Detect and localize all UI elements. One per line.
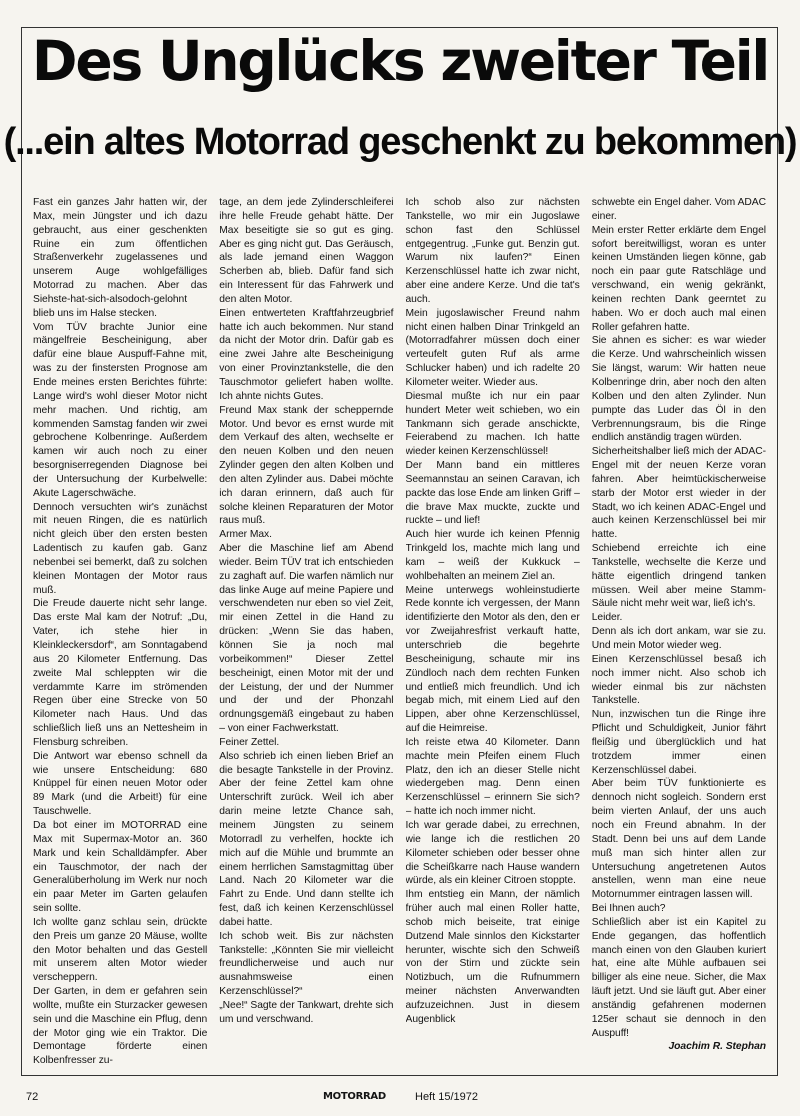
paragraph: Da bot einer im MOTORRAD eine Max mit Supermax-Motor an. 360 Mark und kein Schalldämpfer. Aber ein Tauschmotor, der nach der Generalüberholung im Werk nur noch ein paar Meter im Garten gelaufen sein sollte. (33, 819, 208, 915)
paragraph: Bei Ihnen auch? (591, 903, 666, 915)
paragraph: Aber beim TÜV funktionierte es dennoch nicht sogleich. Sondern erst beim vierten Anlauf, der uns auch noch ein Freund abnahm. In der Stadt. Denn bei uns auf dem Lande muß man sich hinter allen zur Untersuchung angetretenen Autos anstellen, wenn man eine neue Motornummer eintragen lassen will. (591, 778, 766, 901)
issue-label: Heft 15/1972 (415, 1091, 478, 1103)
paragraph: Schiebend erreichte ich eine Tankstelle, wechselte die Kerze und hätte eigentlich dringend tanken müssen. Weil aber meine Stamm-Säule nicht mehr weit war, ließ ich's. (591, 543, 766, 610)
paragraph: Feiner Zettel. (219, 736, 280, 748)
page-number: 72 (26, 1091, 39, 1103)
paragraph: Leider. (591, 612, 623, 624)
paragraph: Freund Max stank der scheppernde Motor. Und bevor es ernst wurde mit dem Verkauf des alten, wechselte er den neuen Kolben und den neuen Zylinder gegen den alten Kolben und den alten Zylinder aus. Dabei möchte ich daran erinnern, daß auch für solche kleinen Reparaturen der Motor raus muß. (219, 404, 394, 527)
paragraph: Nun, inzwischen tun die Ringe ihre Pflicht und Schuldigkeit, Junior fährt fleißig und überglücklich und hat trotzdem immer einen Kerzenschlüssel dabei. (591, 709, 766, 776)
paragraph: Schließlich aber ist ein Kapitel zu Ende gegangen, das hoffentlich manch einen von den Glauben kuriert hat, eine alte Mühle aufbauen sei billiger als eine neue. Sicher, die Max läuft jetzt. Und sie läuft gut. Aber einer anständig gefahrenen modernen 125er schaut sie dennoch in den Auspuff! (591, 916, 766, 1039)
paragraph: Vom TÜV brachte Junior eine mängelfreie Bescheinigung, aber dafür eine blaue Auspuff-Fahne mit, was zu der finstersten Prognose am Ende meines ersten Berichtes führte: Lange wird's wohl dieser Motor nicht mehr machen. Und richtig, am kommenden Samstag fanden wir zwei gebrochene Kolbenringe. Außerdem kamen wir auch noch zu einer besorgniserregenden Diagnose bei der Untersuchung der Kurbelwelle: Akute Lagerschwäche. (33, 321, 208, 499)
paragraph: Der Garten, in dem er gefahren sein wollte, mußte ein Sturzacker gewesen sein und die Maschine ein Pflug, denn der Motor ging wie ein Traktor. Die Demontage förderte einen Kolbenfresser zu- (33, 986, 208, 1067)
paragraph: „Nee!“ Sagte der Tankwart, drehte sich um und verschwand. (219, 999, 394, 1025)
paragraph: schwebte ein Engel daher. Vom ADAC einer. (591, 197, 766, 222)
paragraph: Mein erster Retter erklärte dem Engel sofort bereitwilligst, woran es unter keinen Umständen liegen könne, gab noch ein paar gute Ratschläge und verschwand, ein wenig gekränkt, keinen rechten Dank geerntet zu haben. Wo er doch auch mal einen Roller gefahren hatte. (591, 224, 766, 333)
paragraph: Ich schob also zur nächsten Tankstelle, wo mir ein Jugoslawe schon fast den Schlüssel entgegentrug. „Funke gut. Benzin gut. Warum nix laufen?“ Einen Kerzenschlüssel hatte ich zwar nicht, aber eine andere Kerze. Und die tat's auch. (405, 197, 580, 305)
paragraph: Sicherheitshalber ließ mich der ADAC-Engel mit der neuen Kerze voran fahren. Aber heimtückischerweise starb der Motor erst wieder in der Stadt, wo ich keinen ADAC-Engel und auch keinen Kerzenschlüssel bei mir hatte. (591, 446, 766, 541)
paragraph: Mein jugoslawischer Freund nahm nicht einen halben Dinar Trinkgeld an (Motorradfahrer müssen doch einer verteufelt guten Ruf als arme Schlucker haben) und ich radelte 20 Kilometer weiter. Wieder aus. (405, 307, 580, 388)
paragraph: Ich schob weit. Bis zur nächsten Tankstelle: „Könnten Sie mir vielleicht freundlicherweise und auch nur ausnahmsweise einen Kerzenschlüssel?“ (219, 930, 394, 998)
article-title: Des Unglücks zweiter Teil (31, 29, 769, 93)
text-column-4 (592, 196, 766, 1068)
author-signature: Joachim R. Stephan (668, 1041, 766, 1053)
paragraph: Einen Kerzenschlüssel besaß ich noch immer nicht. Also schob ich wieder einmal bis zur nächsten Tankstelle. (591, 653, 766, 707)
article-body (33, 196, 766, 1068)
text-column-2 (219, 196, 393, 1068)
paragraph: tage, an dem jede Zylinderschleiferei ihre helle Freude gehabt hätte. Der Max beseitigte sie so gut es ging. Aber es ging nicht gut. Das Geräusch, als lade jemand einen Waggon Scherben ab, blieb. Dafür fand sich ein Interessent für das Fahrwerk und den alten Motor. (219, 197, 394, 305)
paragraph: Ich wollte ganz schlau sein, drückte den Preis um ganze 20 Mäuse, wollte den Motor behalten und das Gestell mit unserem alten Motor wieder verscheppern. (33, 916, 208, 984)
paragraph: Der Mann band ein mittleres Seemannstau an seinen Caravan, ich packte das lose Ende am linken Griff – die brave Max muckte, zuckte und ruckte – und lief! (405, 460, 580, 527)
text-column-3 (406, 196, 580, 1068)
article-subtitle: (...ein altes Motorrad geschenkt zu bekommen) (3, 121, 797, 163)
paragraph: Einen entwerteten Kraftfahrzeugbrief hatte ich auch bekommen. Nur stand da nicht der Motor drin. Dafür gab es eine zwei Jahre alte Bescheinigung von einer Provinztankstelle, die den Tauschmotor geliefert haben wollte. Ich ahnte nichts Gutes. (219, 307, 394, 402)
paragraph: Diesmal mußte ich nur ein paar hundert Meter weit schieben, wo ein Tankmann sich gerade anschickte, Feierabend zu machen. Ich hatte wieder keinen Kerzenschlüssel! (405, 390, 580, 458)
paragraph: Die Antwort war ebenso schnell da wie unsere Entscheidung: 680 Knüppel für einen neuen Motor oder 89 Mark (und die Arbeit!) für eine Tauschwelle. (33, 750, 208, 818)
page-footer (0, 1089, 800, 1105)
paragraph: Meine unterwegs wohleinstudierte Rede konnte ich vergessen, der Mann identifizierte den Motor als den, den er vor Zweijahresfrist verkauft hatte, unterschrieb die begehrte Bescheinigung, schaute mir ins Zündloch nach dem rechten Funken und entließ mich freundlich. Und ich begab mich, mit einem Lied auf den Lippen, aber ohne Kerzenschlüssel, auf die Heimreise. (405, 584, 580, 735)
paragraph: Aber die Maschine lief am Abend wieder. Beim TÜV trat ich entschieden zu zaghaft auf. Die warfen nämlich nur das linke Auge auf meine Papiere und verschwendeten nur eben so viel Zeit, mir einen Zettel in die Hand zu drücken: „Wenn Sie das haben, können Sie ja noch mal vorbeikommen!“ Dieser Zettel bescheinigt, einen Motor mit der und der Leistung, der und der Nummer und der und der Phonzahl ordnungsgemäß eingebaut zu haben – von einer Fachwerkstatt. (219, 543, 394, 735)
paragraph: Armer Max. (219, 529, 272, 541)
paragraph: Ich reiste etwa 40 Kilometer. Dann machte mein Pfeifen einem Fluch Platz, den ich an dieser Stelle nicht wiedergeben mag. Denn einen Kerzenschlüssel – erinnern Sie sich? – hatte ich noch immer nicht. (405, 736, 580, 818)
paragraph: Ich war gerade dabei, zu errechnen, wie lange ich die restlichen 20 Kilometer schieben oder besser ohne die Scheißkarre nach Hause wandern würde, als ein kleiner Citroen stoppte. (405, 819, 580, 887)
paragraph: Die Freude dauerte nicht sehr lange. Das erste Mal kam der Notruf: „Du, Vater, ich stehe hier in Kleinkleckersdorf“, am Sonntagabend aus 20 Kilometer Entfernung. Das zweite Mal schleppten wir die verdammte Karre im strömenden Regen über eine Strecke von 50 Kilometer nach Haus. Und das schließlich ließ uns an Nettesheim in Flensburg schreiben. (33, 598, 208, 748)
paragraph: Fast ein ganzes Jahr hatten wir, der Max, mein Jüngster und ich dazu gebraucht, aus einer geschenkten Ruine ein zum öffentlichen Straßenverkehr zugelassenes und unserem Auge wohlgefälliges Motorrad zu machen. Aber das Siehste-hat-sich-alsodoch-gelohnt blieb uns im Halse stecken. (33, 197, 208, 319)
paragraph: Also schrieb ich einen lieben Brief an die besagte Tankstelle in der Provinz. Aber der feine Zettel kam ohne Unterschrift zurück. Weil ich aber darin meine letzte Chance sah, meinem Jüngsten zu seinem Motorradl zu verhelfen, hockte ich mich auf die Mühle und brummte an einem herrlichen Samstagmittag über Land. Nach 20 Kilometer war die Fahrt zu Ende. Und dann stellte ich fest, daß ich keinen Kerzenschlüssel dabei hatte. (219, 750, 394, 928)
text-column-1 (33, 196, 207, 1068)
paragraph: Sie ahnen es sicher: es war wieder die Kerze. Und wahrscheinlich wissen Sie längst, warum: Wir hatten neue Kolbenringe drin, aber noch den alten Kolben und den alten Zylinder. Nun pumpte das Luder das Öl in den Verbrennungsraum, bis die Ringe endlich anständig tragen würden. (591, 335, 766, 444)
paragraph: Auch hier wurde ich keinen Pfennig Trinkgeld los, machte mich lang und kam – weiß der Kukkuck – wohlbehalten an meinem Ziel an. (405, 529, 580, 582)
paragraph: Dennoch versuchten wir's zunächst mit neuen Ringen, die es natürlich nicht gleich über den ersten besten Ladentisch zu kaufen gab. Ganz nebenbei sei bemerkt, daß zu solchen kleinen Montagen der Motor raus muß. (33, 501, 208, 596)
paragraph: Ihm entstieg ein Mann, der nämlich früher auch mal einen Roller hatte, schob mich beiseite, trat einige Dutzend Male sinnlos den Kickstarter herunter, wischte sich den Schweiß von der Stirn und zückte sein Notizbuch, um die Rufnummern meiner nächsten Anverwandten aufzuzeichnen. Just in diesem Augenblick (405, 889, 580, 1025)
magazine-logo: MOTORRAD (323, 1091, 386, 1102)
paragraph: Denn als ich dort ankam, war sie zu. Und mein Motor wieder weg. (591, 626, 766, 651)
